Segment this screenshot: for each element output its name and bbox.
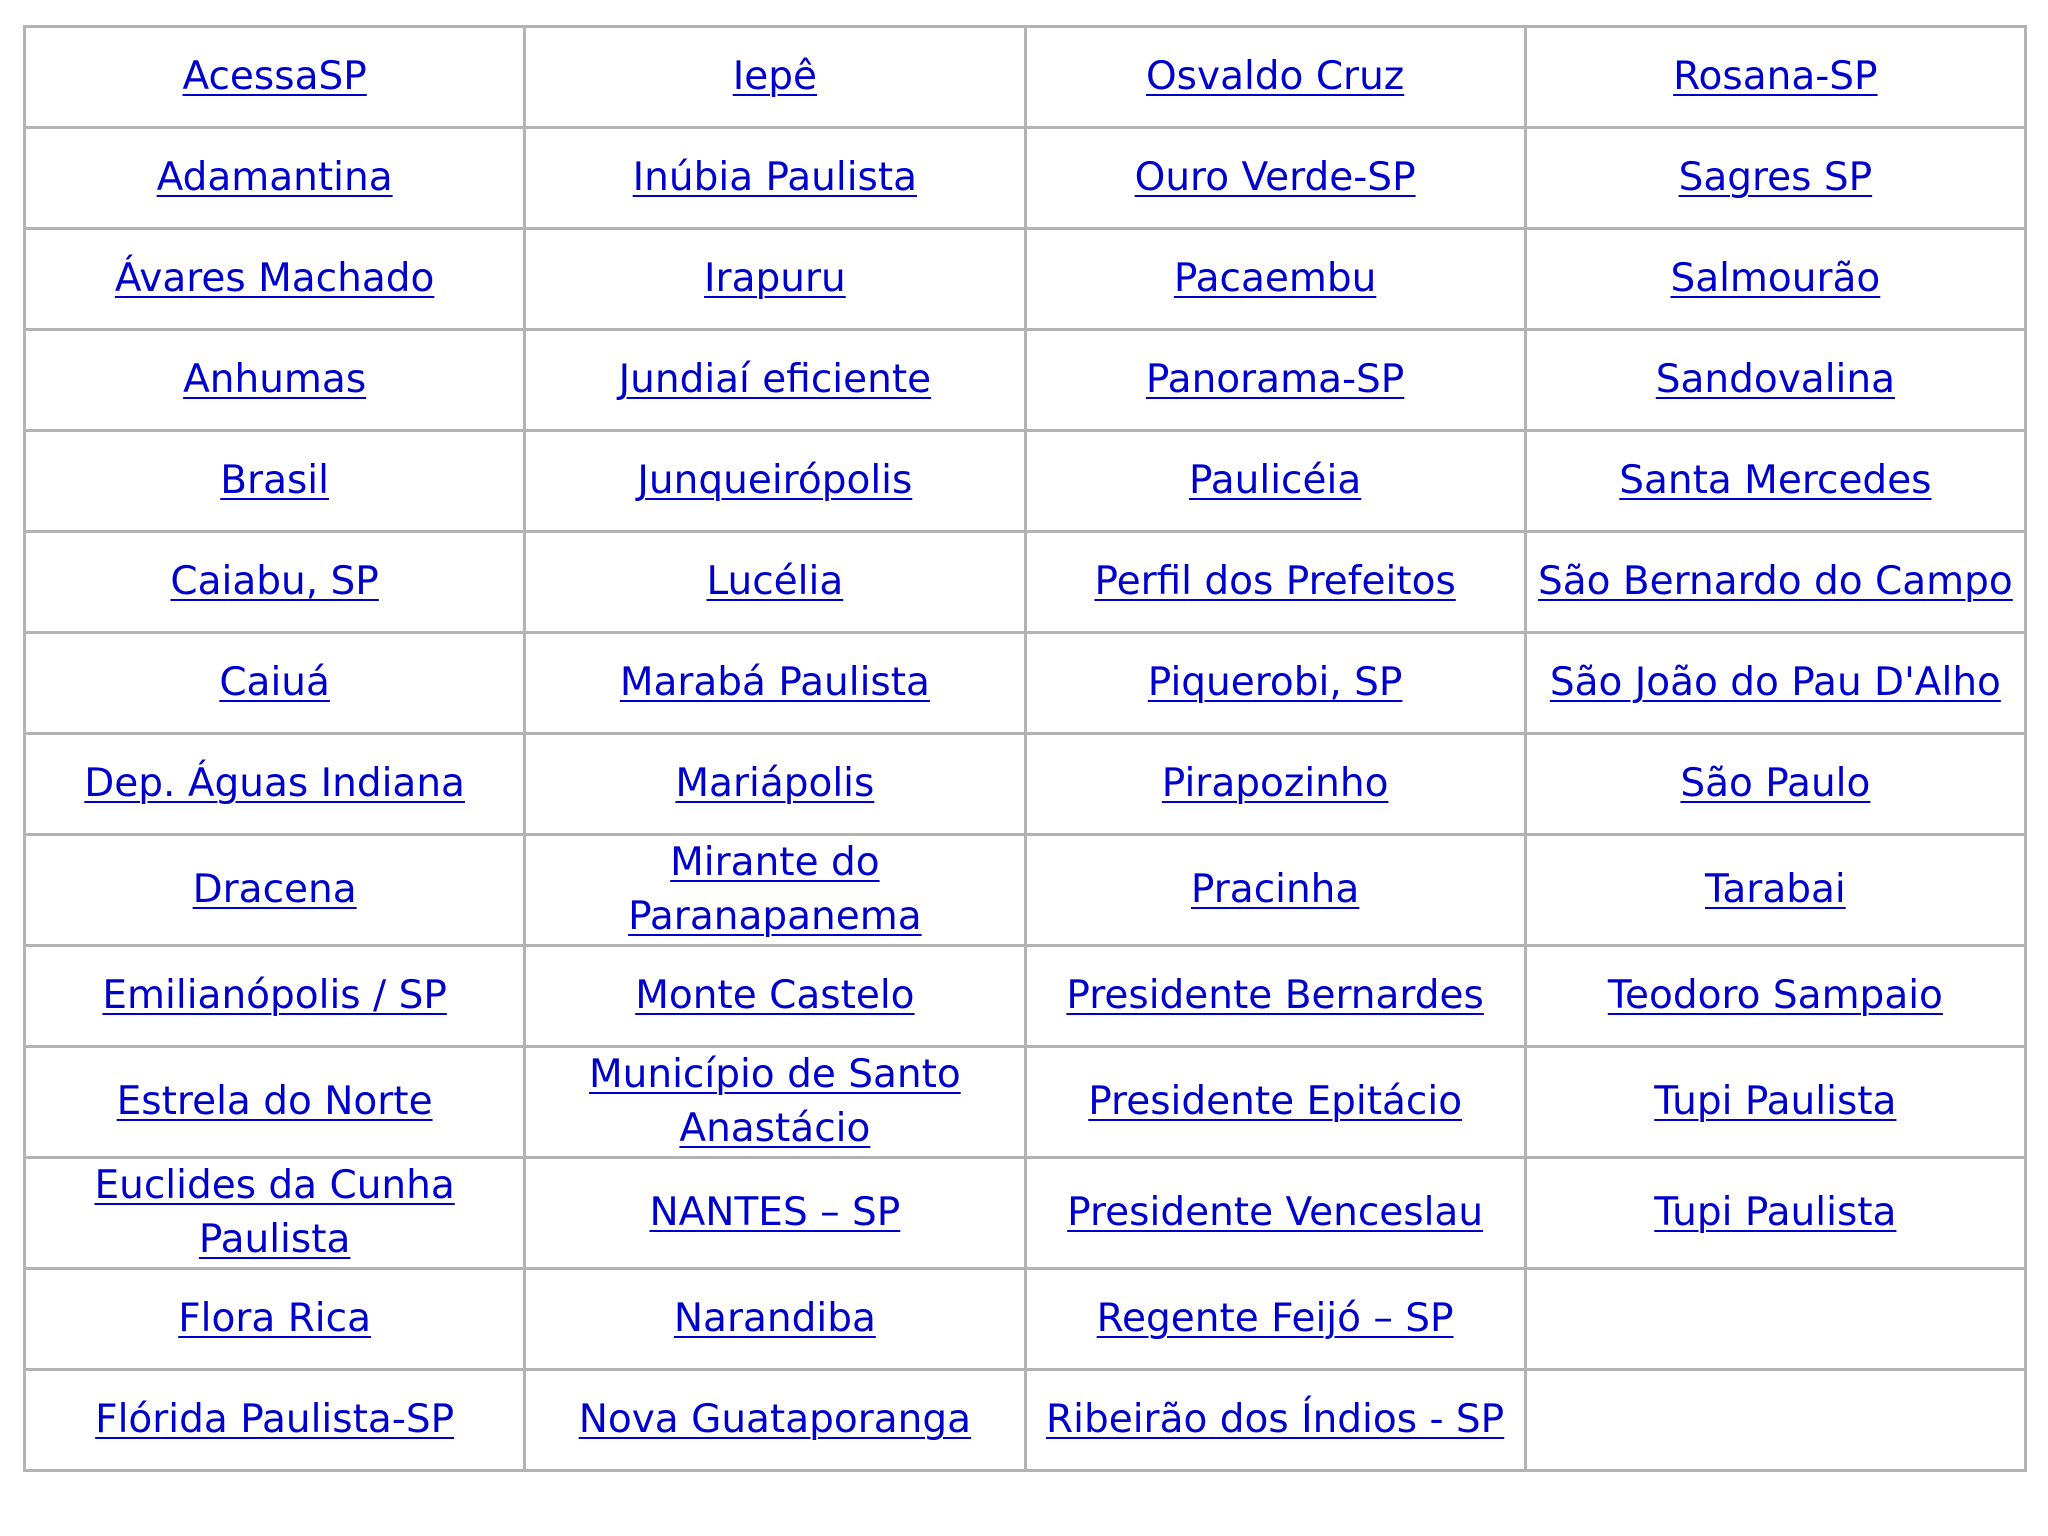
municipality-link[interactable]: Piquerobi, SP: [1147, 660, 1403, 705]
table-cell: [525, 1370, 1025, 1471]
table-cell: [25, 27, 525, 128]
municipality-link[interactable]: Presidente Epitácio: [1088, 1079, 1463, 1124]
municipality-link[interactable]: São João do Pau D'Alho: [1549, 660, 2001, 705]
municipality-link[interactable]: São Bernardo do Campo: [1538, 559, 2013, 604]
municipality-link[interactable]: Regente Feijó – SP: [1096, 1296, 1454, 1341]
municipality-link[interactable]: Ouro Verde-SP: [1134, 155, 1416, 200]
municipality-link[interactable]: Narandiba: [673, 1296, 876, 1341]
table-row: [25, 229, 2026, 330]
table-cell: [25, 734, 525, 835]
table-cell: [1525, 330, 2025, 431]
table-row: [25, 330, 2026, 431]
municipality-link[interactable]: Presidente Bernardes: [1066, 973, 1484, 1018]
municipality-link[interactable]: Ribeirão dos Índios - SP: [1046, 1397, 1505, 1442]
municipality-link[interactable]: Dracena: [192, 867, 357, 912]
table-cell: [1525, 1047, 2025, 1158]
table-row: [25, 734, 2026, 835]
municipality-link[interactable]: Município de Santo Anastácio: [589, 1052, 961, 1151]
municipality-link[interactable]: Brasil: [220, 458, 329, 503]
table-cell: [25, 128, 525, 229]
municipality-link[interactable]: Tupi Paulista: [1654, 1079, 1897, 1124]
table-cell: [525, 229, 1025, 330]
table-cell: [1025, 1158, 1525, 1269]
municipality-link[interactable]: Ávares Machado: [114, 256, 435, 301]
municipality-link[interactable]: Anhumas: [183, 357, 367, 402]
municipality-link[interactable]: Jundiaí eficiente: [618, 357, 932, 402]
municipality-link[interactable]: Pacaembu: [1173, 256, 1377, 301]
table-row: [25, 128, 2026, 229]
table-row: [25, 27, 2026, 128]
table-row: [25, 1158, 2026, 1269]
municipality-link[interactable]: São Paulo: [1680, 761, 1871, 806]
municipality-link[interactable]: Flórida Paulista-SP: [95, 1397, 455, 1442]
table-cell: [525, 128, 1025, 229]
table-cell: [1025, 946, 1525, 1047]
table-cell: [1525, 734, 2025, 835]
table-cell: [25, 330, 525, 431]
municipality-link[interactable]: Emilianópolis / SP: [102, 973, 447, 1018]
table-cell: [1025, 229, 1525, 330]
table-row: [25, 1269, 2026, 1370]
table-row: [25, 633, 2026, 734]
table-cell: [525, 27, 1025, 128]
municipality-link[interactable]: AcessaSP: [182, 54, 367, 99]
table-cell: [1025, 128, 1525, 229]
municipality-link[interactable]: Irapuru: [704, 256, 846, 301]
municipality-link[interactable]: Nova Guataporanga: [578, 1397, 972, 1442]
table-cell: [525, 1158, 1025, 1269]
municipality-link[interactable]: Salmourão: [1670, 256, 1881, 301]
table-cell: [1025, 1269, 1525, 1370]
links-table-body: [25, 27, 2026, 1471]
table-cell: [525, 633, 1025, 734]
table-cell: [1525, 128, 2025, 229]
municipality-link[interactable]: Lucélia: [706, 559, 844, 604]
table-row: [25, 835, 2026, 946]
table-cell: [525, 1047, 1025, 1158]
table-row: [25, 946, 2026, 1047]
table-cell: [1025, 532, 1525, 633]
table-cell: [525, 532, 1025, 633]
municipality-link[interactable]: Perfil dos Prefeitos: [1094, 559, 1456, 604]
municipality-link[interactable]: Mariápolis: [675, 761, 875, 806]
table-cell: [25, 229, 525, 330]
municipality-link[interactable]: Marabá Paulista: [619, 660, 930, 705]
table-cell: [25, 532, 525, 633]
municipality-link[interactable]: Junqueirópolis: [637, 458, 913, 503]
municipality-link[interactable]: Santa Mercedes: [1619, 458, 1932, 503]
table-cell: [525, 734, 1025, 835]
municipality-link[interactable]: Estrela do Norte: [116, 1079, 433, 1124]
table-cell: [1525, 27, 2025, 128]
table-cell: [25, 946, 525, 1047]
table-cell: [525, 431, 1025, 532]
municipality-link[interactable]: Mirante do Paranapanema: [628, 840, 922, 939]
table-cell: [25, 1370, 525, 1471]
municipality-link[interactable]: Pirapozinho: [1161, 761, 1389, 806]
table-cell: [1025, 1047, 1525, 1158]
municipality-link[interactable]: Rosana-SP: [1673, 54, 1878, 99]
table-cell: [25, 1158, 525, 1269]
municipality-link[interactable]: Paulicéia: [1189, 458, 1362, 503]
municipality-link[interactable]: Flora Rica: [178, 1296, 371, 1341]
table-cell: [1525, 431, 2025, 532]
table-row: [25, 1370, 2026, 1471]
municipality-link[interactable]: Iepê: [732, 54, 817, 99]
municipality-link[interactable]: Monte Castelo: [635, 973, 915, 1018]
table-cell: [1025, 835, 1525, 946]
table-cell: [1525, 1158, 2025, 1269]
municipality-link[interactable]: Panorama-SP: [1145, 357, 1405, 402]
municipality-link[interactable]: Tupi Paulista: [1654, 1190, 1897, 1235]
municipality-link[interactable]: Adamantina: [156, 155, 393, 200]
municipality-link[interactable]: Sagres SP: [1678, 155, 1873, 200]
table-row: [25, 431, 2026, 532]
municipality-link[interactable]: Caiuá: [219, 660, 330, 705]
table-cell: [25, 633, 525, 734]
table-cell: [1025, 330, 1525, 431]
municipality-link[interactable]: Caiabu, SP: [170, 559, 379, 604]
links-table: [23, 25, 2027, 1472]
table-cell: [1525, 835, 2025, 946]
table-cell: [25, 431, 525, 532]
table-cell: [525, 946, 1025, 1047]
table-cell: [1025, 431, 1525, 532]
table-cell: [1025, 734, 1525, 835]
municipality-link[interactable]: Tarabai: [1705, 867, 1846, 912]
table-cell: [25, 835, 525, 946]
table-row: [25, 1047, 2026, 1158]
empty-cell: [1525, 1269, 2025, 1370]
table-cell: [1025, 633, 1525, 734]
table-cell: [1525, 633, 2025, 734]
table-cell: [1525, 229, 2025, 330]
table-cell: [1025, 1370, 1525, 1471]
municipality-link[interactable]: Euclides da Cunha Paulista: [94, 1163, 455, 1262]
table-row: [25, 532, 2026, 633]
table-cell: [1525, 946, 2025, 1047]
municipality-link[interactable]: Dep. Águas Indiana: [84, 761, 465, 806]
municipality-link[interactable]: Inúbia Paulista: [632, 155, 918, 200]
municipality-link[interactable]: NANTES – SP: [649, 1190, 901, 1235]
table-cell: [25, 1269, 525, 1370]
table-cell: [525, 835, 1025, 946]
municipality-link[interactable]: Pracinha: [1190, 867, 1360, 912]
table-cell: [525, 330, 1025, 431]
table-cell: [525, 1269, 1025, 1370]
municipality-link[interactable]: Osvaldo Cruz: [1145, 54, 1405, 99]
table-cell: [1525, 532, 2025, 633]
municipality-link[interactable]: Presidente Venceslau: [1067, 1190, 1484, 1235]
municipality-link[interactable]: Teodoro Sampaio: [1607, 973, 1943, 1018]
table-cell: [25, 1047, 525, 1158]
empty-cell: [1525, 1370, 2025, 1471]
table-cell: [1025, 27, 1525, 128]
municipality-link[interactable]: Sandovalina: [1655, 357, 1895, 402]
